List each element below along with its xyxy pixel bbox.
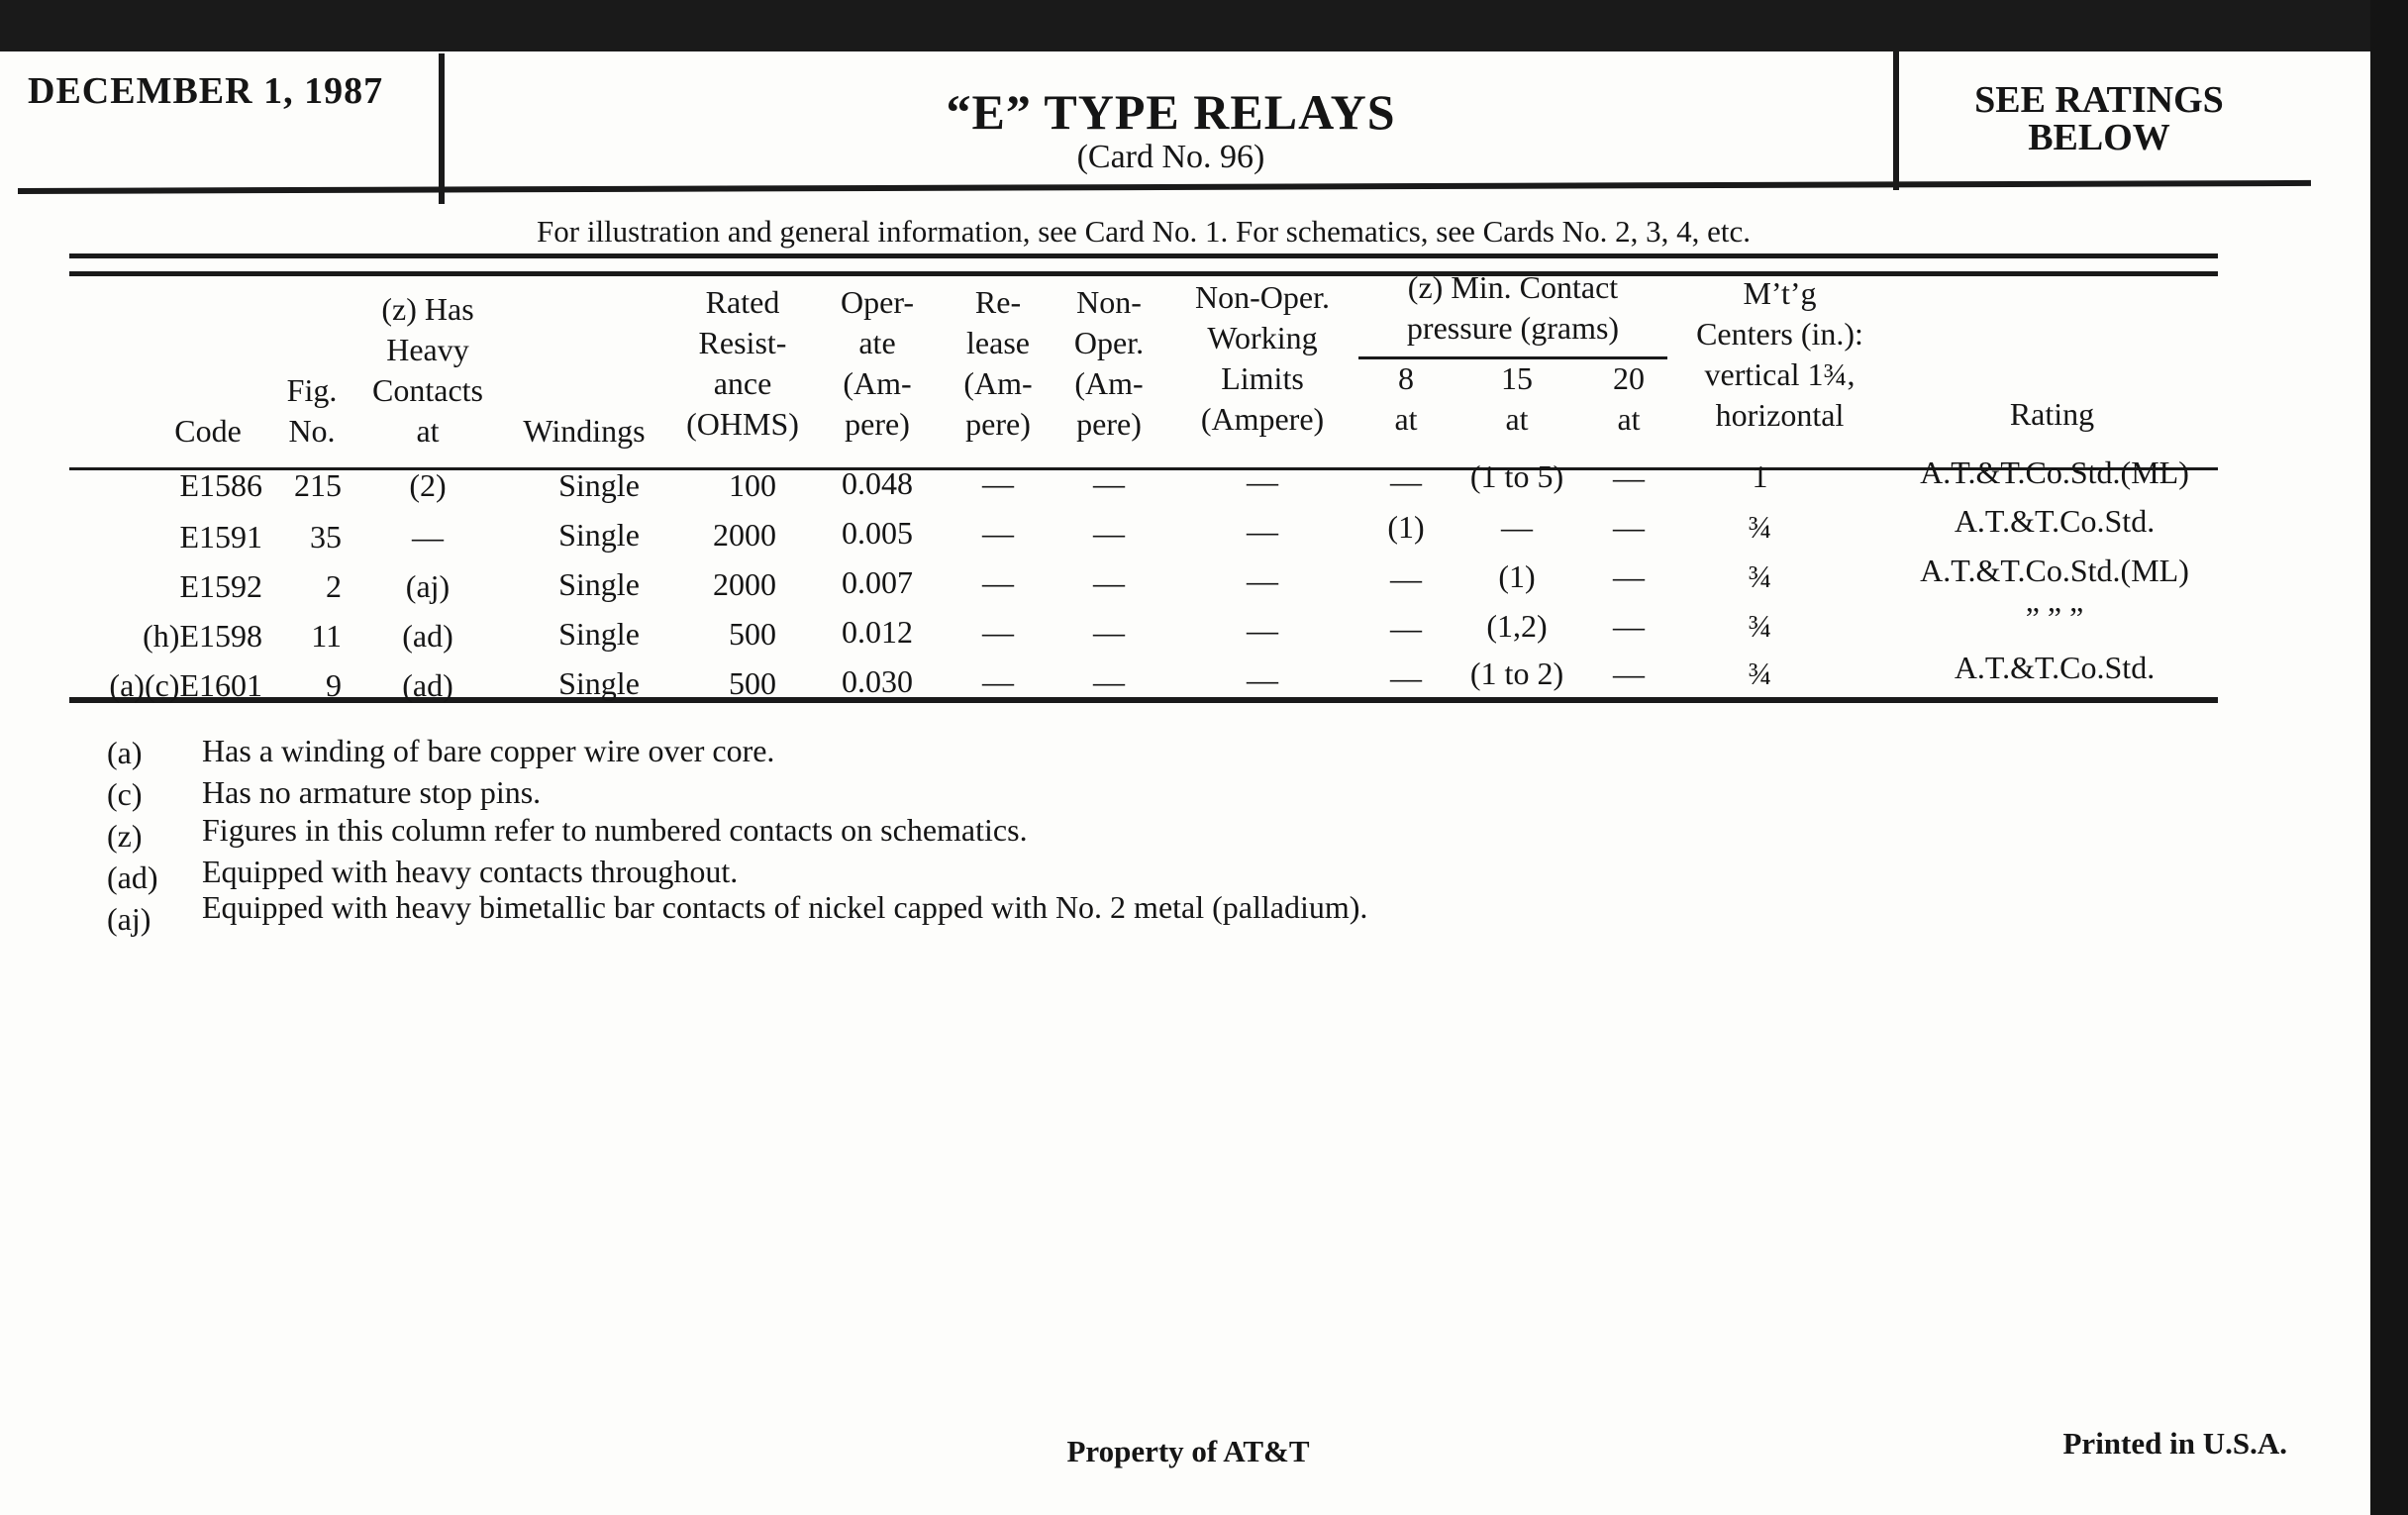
cell-windings: Single — [558, 616, 640, 652]
cell-resistance: 2000 — [713, 566, 776, 602]
cell-operate: 0.005 — [842, 515, 913, 551]
cell-pressure-8: — — [1390, 560, 1422, 596]
cell-non-operate: — — [1093, 564, 1125, 600]
cell-working-limits: — — [1247, 463, 1278, 499]
col-header-code: Code — [174, 413, 242, 449]
cell-code: (h)E1598 — [143, 618, 262, 654]
cell-rating: A.T.&T.Co.Std.(ML) — [1920, 553, 2189, 588]
cell-windings: Single — [558, 566, 640, 602]
cell-code: (a)(c)E1601 — [109, 667, 262, 703]
cell-windings: Single — [558, 517, 640, 553]
cell-windings: Single — [558, 467, 640, 503]
cell-pressure-8: — — [1390, 610, 1422, 646]
col-header-pressure-20: 20 at — [1613, 360, 1645, 437]
card-date: DECEMBER 1, 1987 — [28, 70, 384, 112]
cell-working-limits: — — [1247, 562, 1278, 598]
cell-mounting-centers: ¾ — [1748, 558, 1772, 594]
cell-rating: A.T.&T.Co.Std. — [1954, 503, 2156, 539]
cell-heavy-contacts: — — [412, 519, 444, 555]
cell-pressure-8: — — [1390, 659, 1422, 695]
cell-mounting-centers: 1 — [1752, 458, 1768, 494]
cell-rating: A.T.&T.Co.Std.(ML) — [1920, 454, 2189, 490]
scan-top-border — [0, 0, 2408, 51]
cell-non-operate: — — [1093, 663, 1125, 699]
cell-non-operate: — — [1093, 465, 1125, 501]
cell-heavy-contacts: (2) — [409, 467, 447, 503]
cell-resistance: 100 — [729, 467, 776, 503]
col-header-fig: Fig. No. — [286, 372, 338, 449]
cell-pressure-20: — — [1613, 558, 1645, 594]
cell-code: E1591 — [179, 519, 262, 555]
col-header-pressure-group: (z) Min. Contact pressure (grams) — [1406, 269, 1620, 346]
cell-operate: 0.007 — [842, 564, 913, 600]
cell-fig: 11 — [311, 618, 342, 654]
cell-mounting-centers: ¾ — [1748, 608, 1772, 644]
cell-fig: 2 — [326, 568, 342, 604]
cell-fig: 215 — [294, 467, 342, 503]
cell-operate: 0.012 — [842, 614, 913, 650]
footnote-code: (ad) — [107, 859, 158, 895]
footnote-text: Equipped with heavy bimetallic bar contacts of nickel capped with No. 2 metal (palladium). — [202, 889, 1368, 925]
col-header-resistance: Rated Resist- ance (OHMS) — [686, 284, 799, 442]
cell-pressure-15: (1 to 5) — [1469, 458, 1564, 494]
cell-release: — — [982, 614, 1014, 650]
cell-working-limits: — — [1247, 612, 1278, 648]
cell-pressure-20: — — [1613, 509, 1645, 545]
ratings-note-line2: BELOW — [2028, 117, 2170, 158]
cell-heavy-contacts: (ad) — [402, 667, 453, 703]
cell-non-operate: — — [1093, 515, 1125, 551]
cell-operate: 0.048 — [842, 465, 913, 501]
footnote-code: (aj) — [107, 901, 151, 937]
col-header-non-operate: Non- Oper. (Am- pere) — [1073, 284, 1145, 442]
col-header-rating: Rating — [2009, 396, 2095, 432]
col-header-operate: Oper- ate (Am- pere) — [841, 284, 914, 442]
cell-pressure-20: — — [1613, 608, 1645, 644]
cell-working-limits: — — [1247, 661, 1278, 697]
ratings-note — [1911, 81, 2287, 156]
cell-release: — — [982, 515, 1014, 551]
cell-pressure-20: — — [1613, 459, 1645, 495]
header-divider-right — [1893, 40, 1899, 190]
cell-resistance: 2000 — [713, 517, 776, 553]
cell-windings: Single — [558, 665, 640, 701]
footnote-code: (c) — [107, 776, 143, 812]
footnote-text: Equipped with heavy contacts throughout. — [202, 854, 739, 889]
col-header-working-limits: Non-Oper. Working Limits (Ampere) — [1195, 279, 1330, 437]
col-header-mounting-centers: M’t’g Centers (in.): vertical 1¾, horizontal — [1696, 275, 1863, 433]
cell-operate: 0.030 — [842, 663, 913, 699]
cell-heavy-contacts: (aj) — [405, 568, 451, 604]
cell-pressure-20: — — [1613, 656, 1645, 691]
ratings-note-line1: SEE RATINGS — [1974, 79, 2224, 121]
cell-resistance: 500 — [729, 665, 776, 701]
card-number: (Card No. 96) — [1076, 139, 1265, 175]
cell-release: — — [982, 663, 1014, 699]
cell-code: E1592 — [179, 568, 262, 604]
col-header-heavy-contacts: (z) Has Heavy Contacts at — [372, 291, 483, 449]
cell-release: — — [982, 465, 1014, 501]
general-info-line: For illustration and general information, see Card No. 1. For schematics, see Cards No. 2, 3, 4, etc. — [537, 214, 1751, 249]
cell-fig: 9 — [326, 667, 342, 703]
cell-pressure-8: (1) — [1387, 509, 1425, 545]
header-divider-left — [439, 53, 445, 204]
cell-rating-ditto: ” ” ” — [2025, 600, 2084, 636]
col-header-pressure-8: 8 at — [1394, 360, 1418, 437]
cell-release: — — [982, 564, 1014, 600]
footnote-code: (z) — [107, 818, 143, 854]
cell-fig: 35 — [310, 519, 342, 555]
cell-rating: A.T.&T.Co.Std. — [1954, 650, 2156, 685]
footnote-text: Figures in this column refer to numbered contacts on schematics. — [202, 812, 1028, 848]
table-top-rule — [69, 271, 2218, 276]
info-rule — [69, 253, 2218, 258]
cell-pressure-15: (1) — [1498, 558, 1536, 594]
scan-right-border — [2370, 0, 2408, 1515]
cell-pressure-8: — — [1390, 463, 1422, 499]
card-title: “E” TYPE RELAYS — [946, 84, 1396, 140]
cell-working-limits: — — [1247, 513, 1278, 549]
printed-notice: Printed in U.S.A. — [2062, 1426, 2287, 1461]
cell-mounting-centers: ¾ — [1748, 656, 1772, 691]
cell-heavy-contacts: (ad) — [402, 618, 453, 654]
cell-code: E1586 — [179, 467, 262, 503]
cell-non-operate: — — [1093, 614, 1125, 650]
footnote-text: Has a winding of bare copper wire over core. — [202, 733, 775, 768]
property-notice: Property of AT&T — [1066, 1434, 1310, 1468]
col-header-windings: Windings — [523, 413, 646, 449]
cell-pressure-15: (1,2) — [1486, 608, 1548, 644]
footnote-code: (a) — [107, 735, 143, 770]
cell-pressure-15: — — [1501, 509, 1533, 545]
cell-pressure-15: (1 to 2) — [1469, 656, 1564, 691]
footnote-text: Has no armature stop pins. — [202, 774, 542, 810]
col-header-pressure-15: 15 at — [1501, 360, 1533, 437]
cell-mounting-centers: ¾ — [1748, 509, 1772, 545]
col-header-release: Re- lease (Am- pere) — [963, 284, 1033, 442]
cell-resistance: 500 — [729, 616, 776, 652]
